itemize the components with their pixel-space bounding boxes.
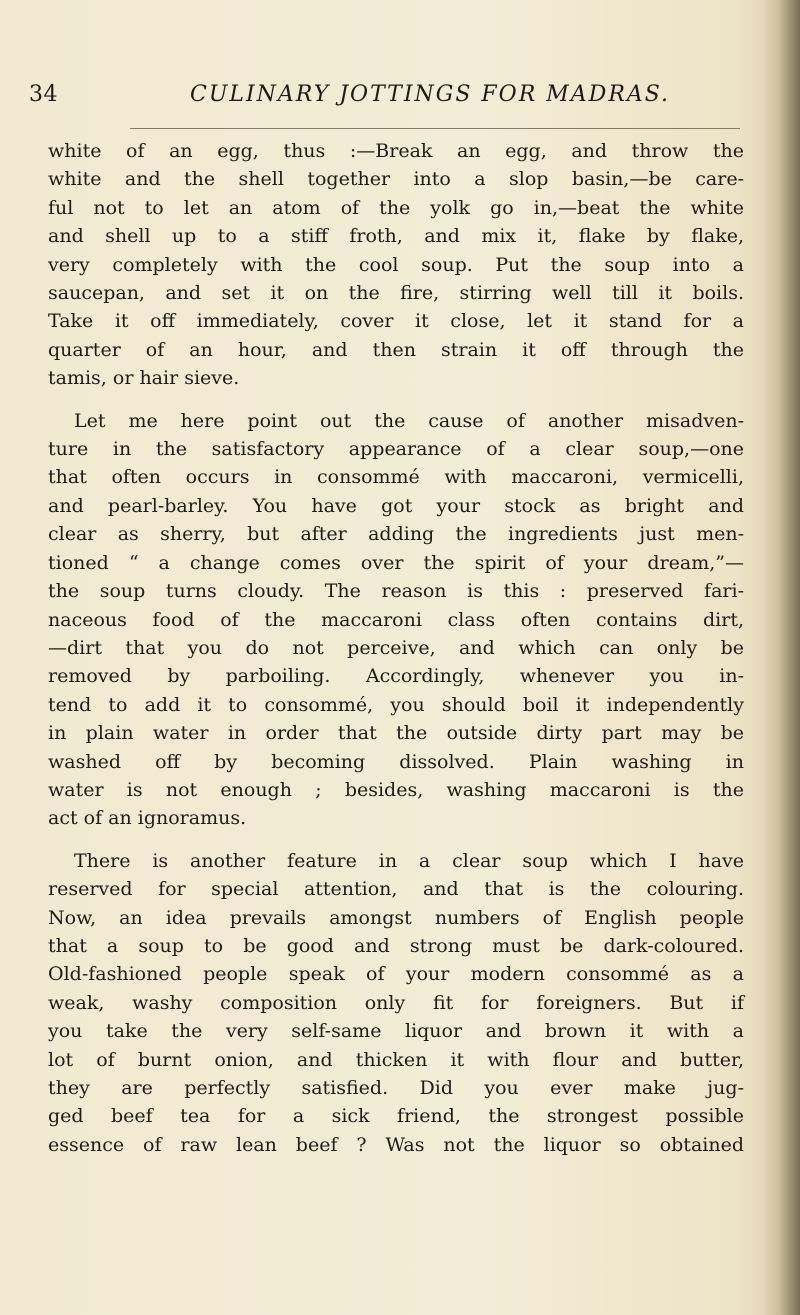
header-rule: [130, 128, 740, 129]
running-title: CULINARY JOTTINGS FOR MADRAS.: [190, 82, 671, 107]
text-line: tend to add it to consommé, you should boil it independently: [48, 693, 744, 716]
text-line: that often occurs in consommé with maccaroni, vermicelli,: [48, 466, 744, 489]
text-line: ged beef tea for a sick friend, the strongest possible: [48, 1105, 744, 1128]
text-line: in plain water in order that the outside dirty part may be: [48, 722, 744, 745]
text-line: removed by parboiling. Accordingly, whenever you in-: [48, 665, 744, 688]
text-line: ture in the satisfactory appearance of a clear soup,—one: [48, 438, 744, 461]
text-line: and shell up to a stiff froth, and mix it, flake by flake,: [48, 225, 744, 248]
text-line: saucepan, and set it on the fire, stirring well till it boils.: [48, 282, 744, 305]
text-line: and pearl-barley. You have got your stock as bright and: [48, 494, 744, 517]
text-line: clear as sherry, but after adding the ingredients just men-: [48, 523, 744, 546]
text-line: Now, an idea prevails amongst numbers of English people: [48, 906, 744, 929]
text-line: Old-fashioned people speak of your modern consommé as a: [48, 963, 744, 986]
text-line: white of an egg, thus :—Break an egg, and throw the: [48, 140, 744, 162]
page-edge-shadow: [762, 0, 800, 1315]
text-line: washed off by becoming dissolved. Plain washing in: [48, 750, 744, 773]
text-line: ful not to let an atom of the yolk go in,—beat the white: [48, 196, 744, 219]
text-line: tioned “ a change comes over the spirit of your dream,”—: [48, 551, 744, 574]
text-line: —dirt that you do not perceive, and which can only be: [48, 636, 744, 659]
text-line: they are perfectly satisfied. Did you ever make jug-: [48, 1077, 744, 1099]
text-line: lot of burnt onion, and thicken it with flour and butter,: [48, 1048, 744, 1071]
text-line: act of an ignoramus.: [48, 807, 247, 830]
page-number: 34: [29, 82, 58, 107]
text-line: Let me here point out the cause of another misadven-: [74, 409, 744, 432]
text-line: reserved for special attention, and that is the colouring.: [48, 878, 744, 901]
body-text: [48, 137, 744, 1159]
text-line: Take it off immediately, cover it close, let it stand for a: [48, 310, 744, 333]
text-line: naceous food of the maccaroni class often contains dirt,: [48, 608, 744, 631]
text-line: quarter of an hour, and then strain it off through the: [48, 338, 744, 361]
text-line: white and the shell together into a slop basin,—be care-: [48, 168, 744, 191]
page-header: [0, 82, 800, 122]
text-line: that a soup to be good and strong must be dark-coloured.: [48, 934, 744, 957]
text-line: There is another feature in a clear soup which I have: [74, 849, 744, 872]
text-line: you take the very self-same liquor and brown it with a: [48, 1020, 744, 1043]
text-line: tamis, or hair sieve.: [48, 367, 240, 390]
text-line: essence of raw lean beef ? Was not the liquor so obtained: [48, 1133, 744, 1156]
text-line: weak, washy composition only fit for foreigners. But if: [48, 991, 744, 1014]
text-line: water is not enough ; besides, washing maccaroni is the: [48, 778, 744, 801]
text-line: the soup turns cloudy. The reason is this : preserved fari-: [48, 580, 744, 603]
text-line: very completely with the cool soup. Put the soup into a: [48, 253, 744, 276]
